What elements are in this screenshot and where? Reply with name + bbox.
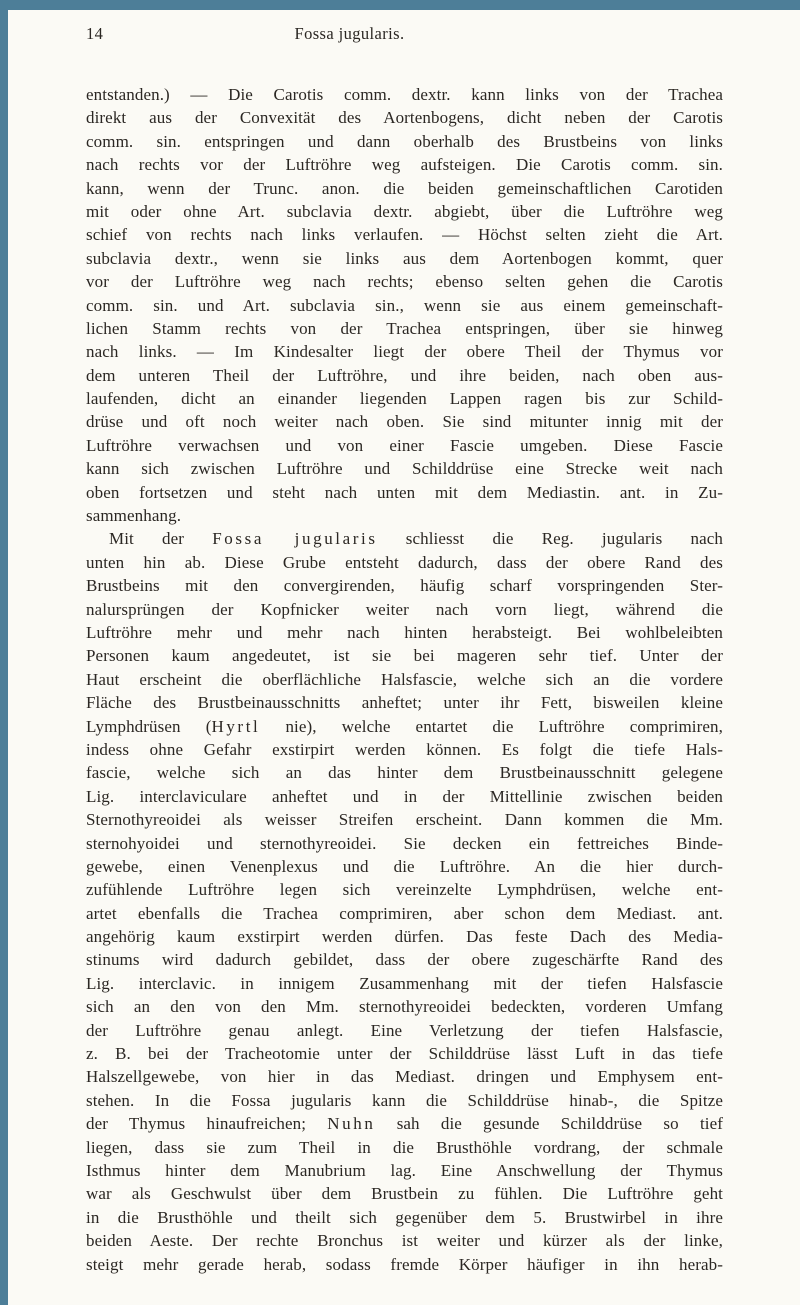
text-line [86,551,723,574]
text-segment: Lig. interclavic. in innigem Zusammenhang mit der tiefen Halsfascie [86,973,723,993]
text-segment: vor der Luftröhre weg nach rechts; ebenso selten gehen die Carotis [86,272,723,292]
text-line [86,270,723,293]
text-segment: lichen Stamm rechts von der Trachea entspringen, über sie hinweg [86,318,723,338]
text-segment: beiden Aeste. Der rechte Bronchus ist weiter und kürzer als der linke, [86,1231,723,1251]
text-line [86,504,723,527]
text-segment: artet ebenfalls die Trachea comprimiren, aber schon dem Mediast. ant. [86,903,723,923]
text-line [86,387,723,410]
text-segment: nie), welche entartet die Luftröhre comprimiren, [260,716,723,736]
emphasized-spaced-text: Fossa jugularis [212,529,378,549]
scan-edge-left [0,0,8,1305]
text-segment: oben fortsetzen und steht nach unten mit dem Mediastin. ant. in Zu- [86,482,723,502]
text-line [86,83,723,106]
text-segment: Personen kaum angedeutet, ist sie bei mageren sehr tief. Unter der [86,646,723,666]
text-line [86,785,723,808]
text-line [86,808,723,831]
text-segment: stehen. In die Fossa jugularis kann die Schilddrüse hinab-, die Spitze [86,1090,723,1110]
text-line [86,410,723,433]
text-line [86,1112,723,1135]
text-segment: nach links. — Im Kindesalter liegt der obere Theil der Thymus vor [86,342,723,362]
text-segment: in die Brusthöhle und theilt sich gegenüber dem 5. Brustwirbel in ihre [86,1207,723,1227]
text-segment: direkt aus der Convexität des Aortenbogens, dicht neben der Carotis [86,108,723,128]
text-line [86,317,723,340]
text-segment: Luftröhre mehr und mehr nach hinten herabsteigt. Bei wohlbeleibten [86,622,723,642]
text-segment: Luftröhre verwachsen und von einer Fascie umgeben. Diese Fascie [86,435,723,455]
text-line [86,902,723,925]
text-line [86,1019,723,1042]
text-segment: steigt mehr gerade herab, sodass fremde Körper häufiger in ihn herab- [86,1254,723,1274]
text-line [86,1089,723,1112]
text-segment: fascie, welche sich an das hinter dem Brustbeinausschnitt gelegene [86,763,723,783]
emphasized-spaced-text: Hyrtl [211,716,261,736]
text-segment: unten hin ab. Diese Grube entsteht dadurch, dass der obere Rand des [86,552,723,572]
body-text [86,83,723,1276]
text-line [86,878,723,901]
text-line [86,106,723,129]
text-line [86,153,723,176]
text-segment: Brustbeins mit den convergirenden, häufig scharf vorspringenden Ster- [86,576,723,596]
text-line [86,1182,723,1205]
text-line [86,855,723,878]
text-segment: Halszellgewebe, von hier in das Mediast. dringen und Emphysem ent- [86,1067,723,1087]
text-segment: indess ohne Gefahr exstirpirt werden können. Es folgt die tiefe Hals- [86,739,723,759]
text-segment: schief von rechts nach links verlaufen. — Höchst selten zieht die Art. [86,225,723,245]
text-line [86,691,723,714]
text-line [86,434,723,457]
text-line [86,715,723,738]
text-line [86,1253,723,1276]
text-segment: der Thymus hinaufreichen; [86,1114,328,1134]
text-segment: mit oder ohne Art. subclavia dextr. abgiebt, über die Luftröhre weg [86,201,723,221]
text-line [86,761,723,784]
scan-edge-top [0,0,800,10]
text-line [86,1159,723,1182]
text-line [86,738,723,761]
text-line [86,948,723,971]
text-line [86,223,723,246]
text-segment: Sternothyreoidei als weisser Streifen erscheint. Dann kommen die Mm. [86,810,723,830]
text-segment: stinums wird dadurch gebildet, dass der obere zugeschärfte Rand des [86,950,723,970]
text-line [86,621,723,644]
emphasized-spaced-text: Nuhn [327,1114,376,1134]
text-segment: kann sich zwischen Luftröhre und Schilddrüse eine Strecke weit nach [86,459,723,479]
running-title: Fossa jugularis. [294,24,405,43]
text-segment: sternohyoidei und sternothyreoidei. Sie decken ein fettreiches Binde- [86,833,723,853]
page-number: 14 [86,24,104,43]
text-segment: sammenhang. [86,506,182,526]
text-line [86,1042,723,1065]
text-segment: kann, wenn der Trunc. anon. die beiden gemeinschaftlichen Carotiden [86,178,723,198]
text-line [86,668,723,691]
text-line [86,644,723,667]
text-segment: Isthmus hinter dem Manubrium lag. Eine Anschwellung der Thymus [86,1160,723,1180]
text-line [86,574,723,597]
text-line [86,457,723,480]
text-segment: angehörig kaum exstirpirt werden dürfen. Das feste Dach des Media- [86,927,723,947]
text-segment: comm. sin. und Art. subclavia sin., wenn sie aus einem gemeinschaft- [86,295,723,315]
text-line [86,1136,723,1159]
text-line [86,832,723,855]
text-line [86,598,723,621]
text-segment: entstanden.) — Die Carotis comm. dextr. kann links von der Trachea [86,85,723,104]
text-line [86,481,723,504]
text-segment: Lig. interclaviculare anheftet und in der Mittellinie zwischen beiden [86,786,723,806]
text-segment: Lymphdrüsen ( [86,716,212,736]
text-segment: Haut erscheint die oberflächliche Halsfascie, welche sich an die vordere [86,669,723,689]
text-line [86,130,723,153]
text-segment: sich an den von den Mm. sternothyreoidei bedeckten, vorderen Umfang [86,997,723,1017]
text-segment: Fläche des Brustbeinausschnitts anheftet; unter ihr Fett, bisweilen kleine [86,693,723,713]
paragraph [86,83,723,527]
text-line [86,1206,723,1229]
text-segment: der Luftröhre genau anlegt. Eine Verletzung der tiefen Halsfascie, [86,1020,723,1040]
text-segment: nach rechts vor der Luftröhre weg aufsteigen. Die Carotis comm. sin. [86,155,723,175]
text-segment: Mit der [109,529,213,549]
text-line [86,995,723,1018]
text-line [86,364,723,387]
text-line [86,247,723,270]
text-segment: zufühlende Luftröhre legen sich vereinzelte Lymphdrüsen, welche ent- [86,880,723,900]
text-line [86,925,723,948]
page-content [86,24,723,1276]
text-segment: z. B. bei der Tracheotomie unter der Schilddrüse lässt Luft in das tiefe [86,1044,723,1064]
text-segment: comm. sin. entspringen und dann oberhalb des Brustbeins von links [86,131,723,151]
text-line [86,200,723,223]
text-line [86,972,723,995]
text-segment: nalursprüngen der Kopfnicker weiter nach vorn liegt, während die [86,599,723,619]
text-segment: gewebe, einen Venenplexus und die Luftröhre. An die hier durch- [86,856,723,876]
text-segment: war als Geschwulst über dem Brustbein zu fühlen. Die Luftröhre geht [86,1184,723,1204]
text-segment: liegen, dass sie zum Theil in die Brusthöhle vordrang, der schmale [86,1137,723,1157]
page-header [86,24,723,46]
text-line [86,340,723,363]
text-line [86,177,723,200]
text-segment: subclavia dextr., wenn sie links aus dem Aortenbogen kommt, quer [86,248,723,268]
text-segment: drüse und oft noch weiter nach oben. Sie sind mitunter innig mit der [86,412,723,432]
text-segment: dem unteren Theil der Luftröhre, und ihre beiden, nach oben aus- [86,365,723,385]
text-segment: sah die gesunde Schilddrüse so tief [375,1114,723,1134]
paragraph [86,527,723,1276]
text-line [86,294,723,317]
text-line [86,1229,723,1252]
text-line [86,1065,723,1088]
text-segment: laufenden, dicht an einander liegenden Lappen ragen bis zur Schild- [86,389,723,409]
text-segment: schliesst die Reg. jugularis nach [377,529,723,549]
text-line [86,527,723,550]
